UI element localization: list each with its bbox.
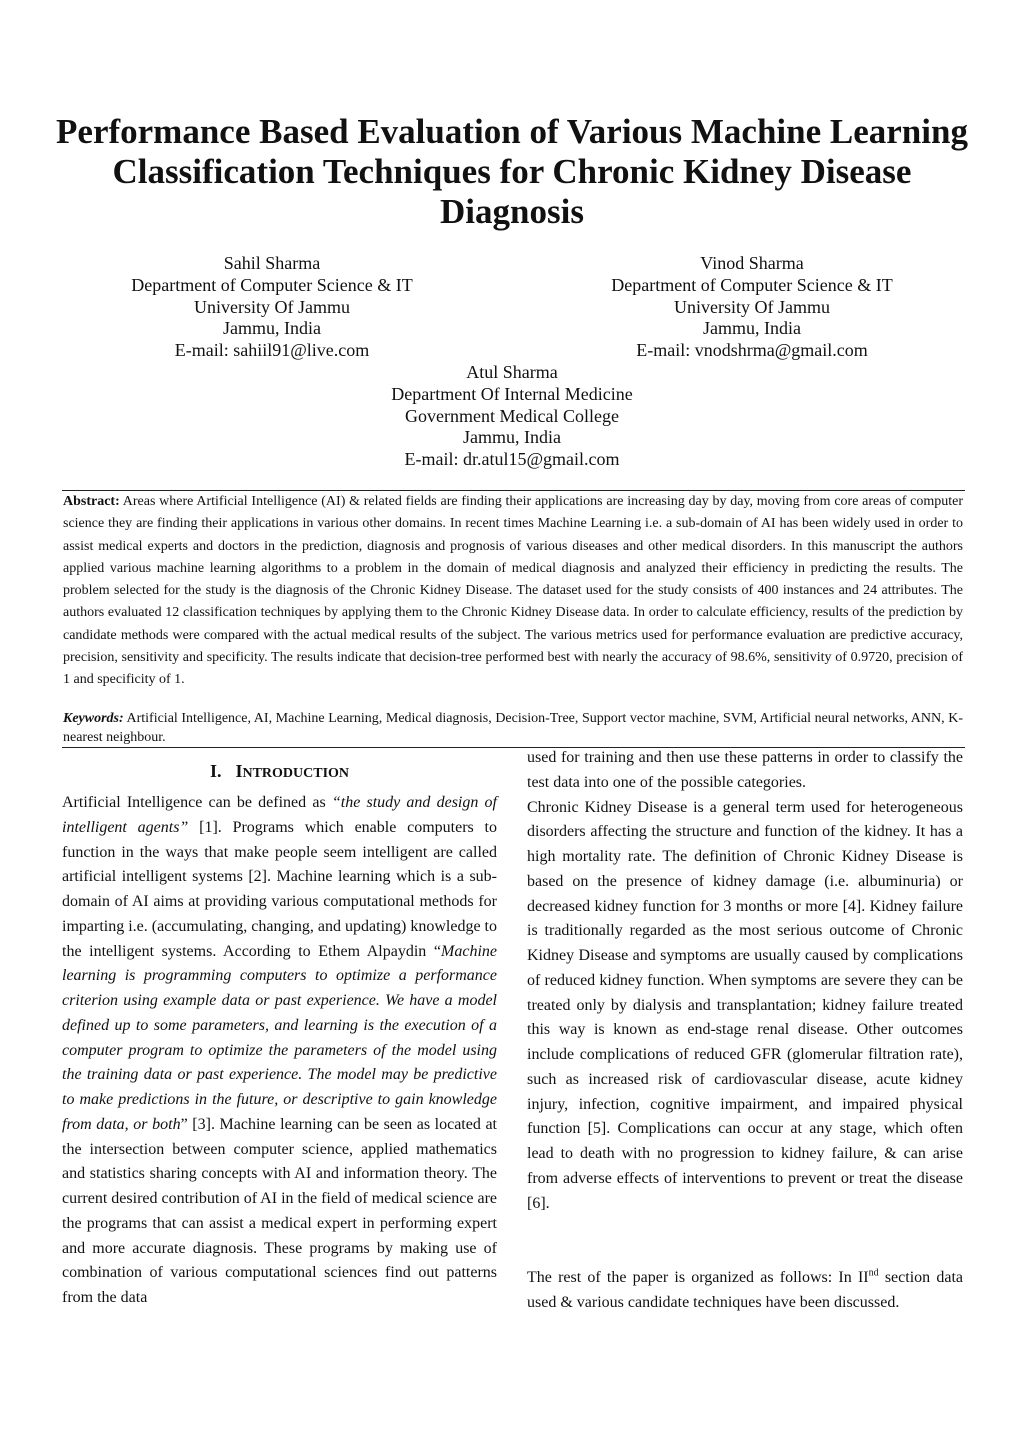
organization-text: The rest of the paper is organized as follows: In II (527, 1269, 869, 1287)
author-location: Jammu, India (703, 318, 801, 339)
author-name: Sahil Sharma (223, 253, 321, 273)
author-block-1 (72, 253, 472, 362)
section-title-initial: I (235, 761, 243, 781)
author-block-2 (552, 253, 952, 362)
author-email: E-mail: sahiil91@live.com (174, 340, 370, 361)
intro-paragraph-1 (62, 791, 497, 1311)
keywords-text: Artificial Intelligence, AI, Machine Learning, Medical diagnosis, Decision-Tree, Support vector machine, SVM, Artificial neural networks, ANN, K-nearest neighbour. (63, 711, 963, 745)
organization-paragraph (527, 1266, 963, 1316)
author-name: Atul Sharma (466, 362, 558, 382)
right-column (527, 746, 963, 1316)
author-department: Department of Computer Science & IT (611, 274, 893, 295)
keywords-label: Keywords: (63, 711, 124, 726)
author-institution: University Of Jammu (674, 296, 830, 317)
intro-paragraph-continued: used for training and then use these patterns in order to classify the test data into one of the possible categories. (527, 749, 963, 791)
paper-title: Performance Based Evaluation of Various Machine Learning Classification Techniques for Chronic Kidney Disease Diagnosis (56, 112, 968, 231)
abstract-label: Abstract: (63, 494, 120, 509)
intro-text: Artificial Intelligence can be defined as (62, 794, 332, 811)
keywords (63, 709, 963, 747)
author-email: E-mail: vnodshrma@gmail.com (636, 340, 868, 361)
author-department: Department Of Internal Medicine (391, 383, 633, 404)
author-institution: University Of Jammu (194, 296, 350, 317)
author-department: Department of Computer Science & IT (131, 274, 413, 295)
organization-text: section data used & various candidate techniques have been discussed. (527, 1269, 963, 1311)
author-location: Jammu, India (223, 318, 321, 339)
ordinal-superscript: nd (868, 1267, 879, 1279)
left-column (62, 791, 497, 1311)
section-heading-introduction (62, 758, 497, 787)
author-institution: Government Medical College (405, 405, 619, 426)
intro-text: [1]. Programs which enable computers to function in the ways that make people seem intelligent are called artificial intelligent systems [2]. Machine learning which is a sub-domain of AI aims at providing various computational methods for imparting i.e. (accumulating, changing, and updating) knowledge to the intelligent systems. According to Ethem Alpaydin “ (62, 818, 498, 960)
section-title-rest: NTRODUCTION (242, 766, 350, 781)
section-number: I. (209, 761, 222, 781)
abstract (63, 491, 963, 692)
author-block-3 (312, 362, 712, 471)
ckd-paragraph: Chronic Kidney Disease is a general term used for heterogeneous disorders affecting the structure and function of the kidney. It has a high mortality rate. The definition of Chronic Kidney Disease is based on the presence of kidney damage (i.e. albuminuria) or decreased kidney function for 3 months or more [4]. Kidney failure is traditionally regarded as the most serious outcome of Chronic Kidney Disease and symptoms are usually caused by complications of reduced kidney function. When symptoms are severe they can be treated only by dialysis and transplantation; kidney failure treated this way is known as end-stage renal disease. Other outcomes include complications of reduced GFR (glomerular filtration rate), such as increased risk of cardiovascular disease, acute kidney injury, infection, cognitive impairment, and impaired physical function [5]. Complications can occur at any stage, which often lead to death with no progression to kidney failure, & can arise from adverse effects of interventions to prevent or treat the disease [6]. (527, 798, 963, 1212)
author-name: Vinod Sharma (700, 253, 804, 273)
intro-text: ” [3]. Machine learning can be seen as located at the intersection between computer science, applied mathematics and statistics sharing concepts with AI and information theory. The current desired contribution of AI in the field of medical science are the programs that can assist a medical expert in performing expert and more accurate diagnosis. These programs by making use of combination of various computational sciences find out patterns from the data (62, 1115, 497, 1306)
intro-quote: “the study and design of intelligent agents” (62, 794, 497, 836)
abstract-text: Areas where Artificial Intelligence (AI) & related fields are finding their applications are increasing day by day, moving from core areas of computer science they are finding their applications in various other domains. In recent times Machine Learning i.e. a sub-domain of AI has been widely used in order to assist medical experts and doctors in the prediction, diagnosis and prognosis of various diseases and other medical disorders. In this manuscript the authors applied various machine learning algorithms to a problem in the domain of medical diagnosis and analyzed their efficiency in predicting the results. The problem selected for the study is the diagnosis of the Chronic Kidney Disease. The dataset used for the study consists of 400 instances and 24 attributes. The authors evaluated 12 classification techniques by applying them to the Chronic Kidney Disease data. In order to calculate efficiency, results of the prediction by candidate methods were compared with the actual medical results of the subject. The various metrics used for performance evaluation are predictive accuracy, precision, sensitivity and specificity. The results indicate that decision-tree performed best with nearly the accuracy of 98.6%, sensitivity of 0.9720, precision of 1 and specificity of 1. (63, 494, 963, 688)
column-gap (527, 1216, 963, 1266)
author-location: Jammu, India (463, 427, 561, 448)
alpaydin-quote: Machine learning is programming computers to optimize a performance criterion using example data or past experience. We have a model defined up to some parameters, and learning is the execution of a computer program to optimize the parameters of the model using the training data or past experience. The model may be predictive to make predictions in the future, or descriptive to gain knowledge from data, or both (62, 942, 497, 1133)
author-email: E-mail: dr.atul15@gmail.com (404, 449, 620, 470)
